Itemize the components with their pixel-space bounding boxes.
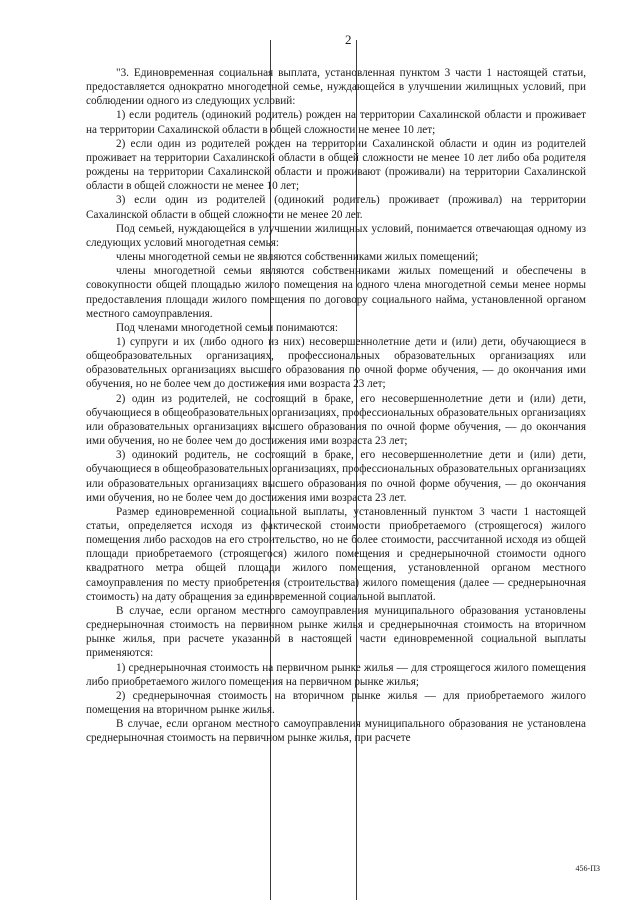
paragraph: Под членами многодетной семьи понимаются: [116,321,338,334]
document-code: 456-ПЗ [575,864,600,873]
paragraph: 1) супруги и их (либо одного из них) несовершеннолетние дети и (или) дети, обучающиеся в общеобразовательных организациях, профессиональных образовательных организациях или образовательных организациях высшего образования по очной форме обучения, — до окончания ими обучения, но не более чем до достижения ими возраста 23 лет; [86,335,586,391]
paragraph: 2) один из родителей, не состоящий в браке, его несовершеннолетние дети и (или) дети, обучающиеся в общеобразовательных организациях, профессиональных образовательных организациях или образовательных организациях высшего образования по очной форме обучения, — до окончания ими обучения, но не более чем до достижения ими возраста 23 лет; [86,392,586,448]
paragraph: "3. Единовременная социальная выплата, установленная пунктом 3 части 1 настоящей статьи, предоставляется однократно многодетной семье, нуждающейся в улучшении жилищных условий, при соблюдении одного из следующих условий: [86,67,586,108]
paragraph: 1) среднерыночная стоимость на первичном рынке жилья — для строящегося жилого помещения либо приобретаемого жилого помещения на первичном рынке жилья; [86,661,586,688]
paragraph: 3) если один из родителей (одинокий родитель) проживает (проживал) на территории Сахалинской области в общей сложности не менее 20 лет. [86,194,586,221]
paragraph: В случае, если органом местного самоуправления муниципального образования установлены среднерыночная стоимость на первичном рынке жилья и среднерыночная стоимость на вторичном рынке жилья, при расчете указанной в настоящей части единовременной социальной выплаты применяются: [86,604,586,660]
document-body [86,66,586,746]
paragraph: Под семьей, нуждающейся в улучшении жилищных условий, понимается отвечающая одному из следующих условий многодетная семья: [86,222,586,249]
paragraph: В случае, если органом местного самоуправления муниципального образования не установлена среднерыночная стоимость на первичном рынке жилья, при расчете [86,718,586,745]
paragraph: члены многодетной семьи не являются собственниками жилых помещений; [116,251,479,264]
paragraph: 2) среднерыночная стоимость на вторичном рынке жилья — для приобретаемого жилого помещения на вторичном рынке жилья. [86,689,586,717]
paragraph: 1) если родитель (одинокий родитель) рожден на территории Сахалинской области и проживает на территории Сахалинской области в общей сложности не менее 10 лет; [86,109,586,136]
page-number: 2 [345,32,352,47]
paragraph: члены многодетной семьи являются собственниками жилых помещений и обеспечены в совокупности общей площадью жилого помещения на одного члена многодетной семьи менее нормы предоставления площади жилого помещения по договору социального найма, установленной органом местного самоуправления. [86,265,586,320]
paragraph: 3) одинокий родитель, не состоящий в браке, его несовершеннолетние дети и (или) дети, обучающиеся в общеобразовательных организациях, профессиональных образовательных организациях или образовательных организациях высшего образования по очной форме обучения, — до окончания ими обучения, но не более чем до достижения ими возраста 23 лет. [86,449,586,504]
paragraph: Размер единовременной социальной выплаты, установленный пунктом 3 части 1 настоящей статьи, определяется исходя из фактической стоимости приобретаемого (строящегося) жилого помещения либо расходов на его строительство, но не более стоимости, рассчитанной исходя из общей площади приобретаемого (строящегося) жилого помещения и среднерыночной стоимости одного квадратного метра общей площади жилого помещения, установленной органом местного самоуправления по месту приобретения (строительства) жилого помещения (далее — среднерыночная стоимость) на дату обращения за единовременной социальной выплатой. [86,505,586,603]
paragraph: 2) если один из родителей рожден на территории Сахалинской области и один из родителей проживает на территории Сахалинской области в общей сложности не менее 10 лет либо оба родителя рождены на территории Сахалинской области и проживают (проживали) на территории Сахалинской области в общей сложности не менее 10 лет; [86,137,586,193]
